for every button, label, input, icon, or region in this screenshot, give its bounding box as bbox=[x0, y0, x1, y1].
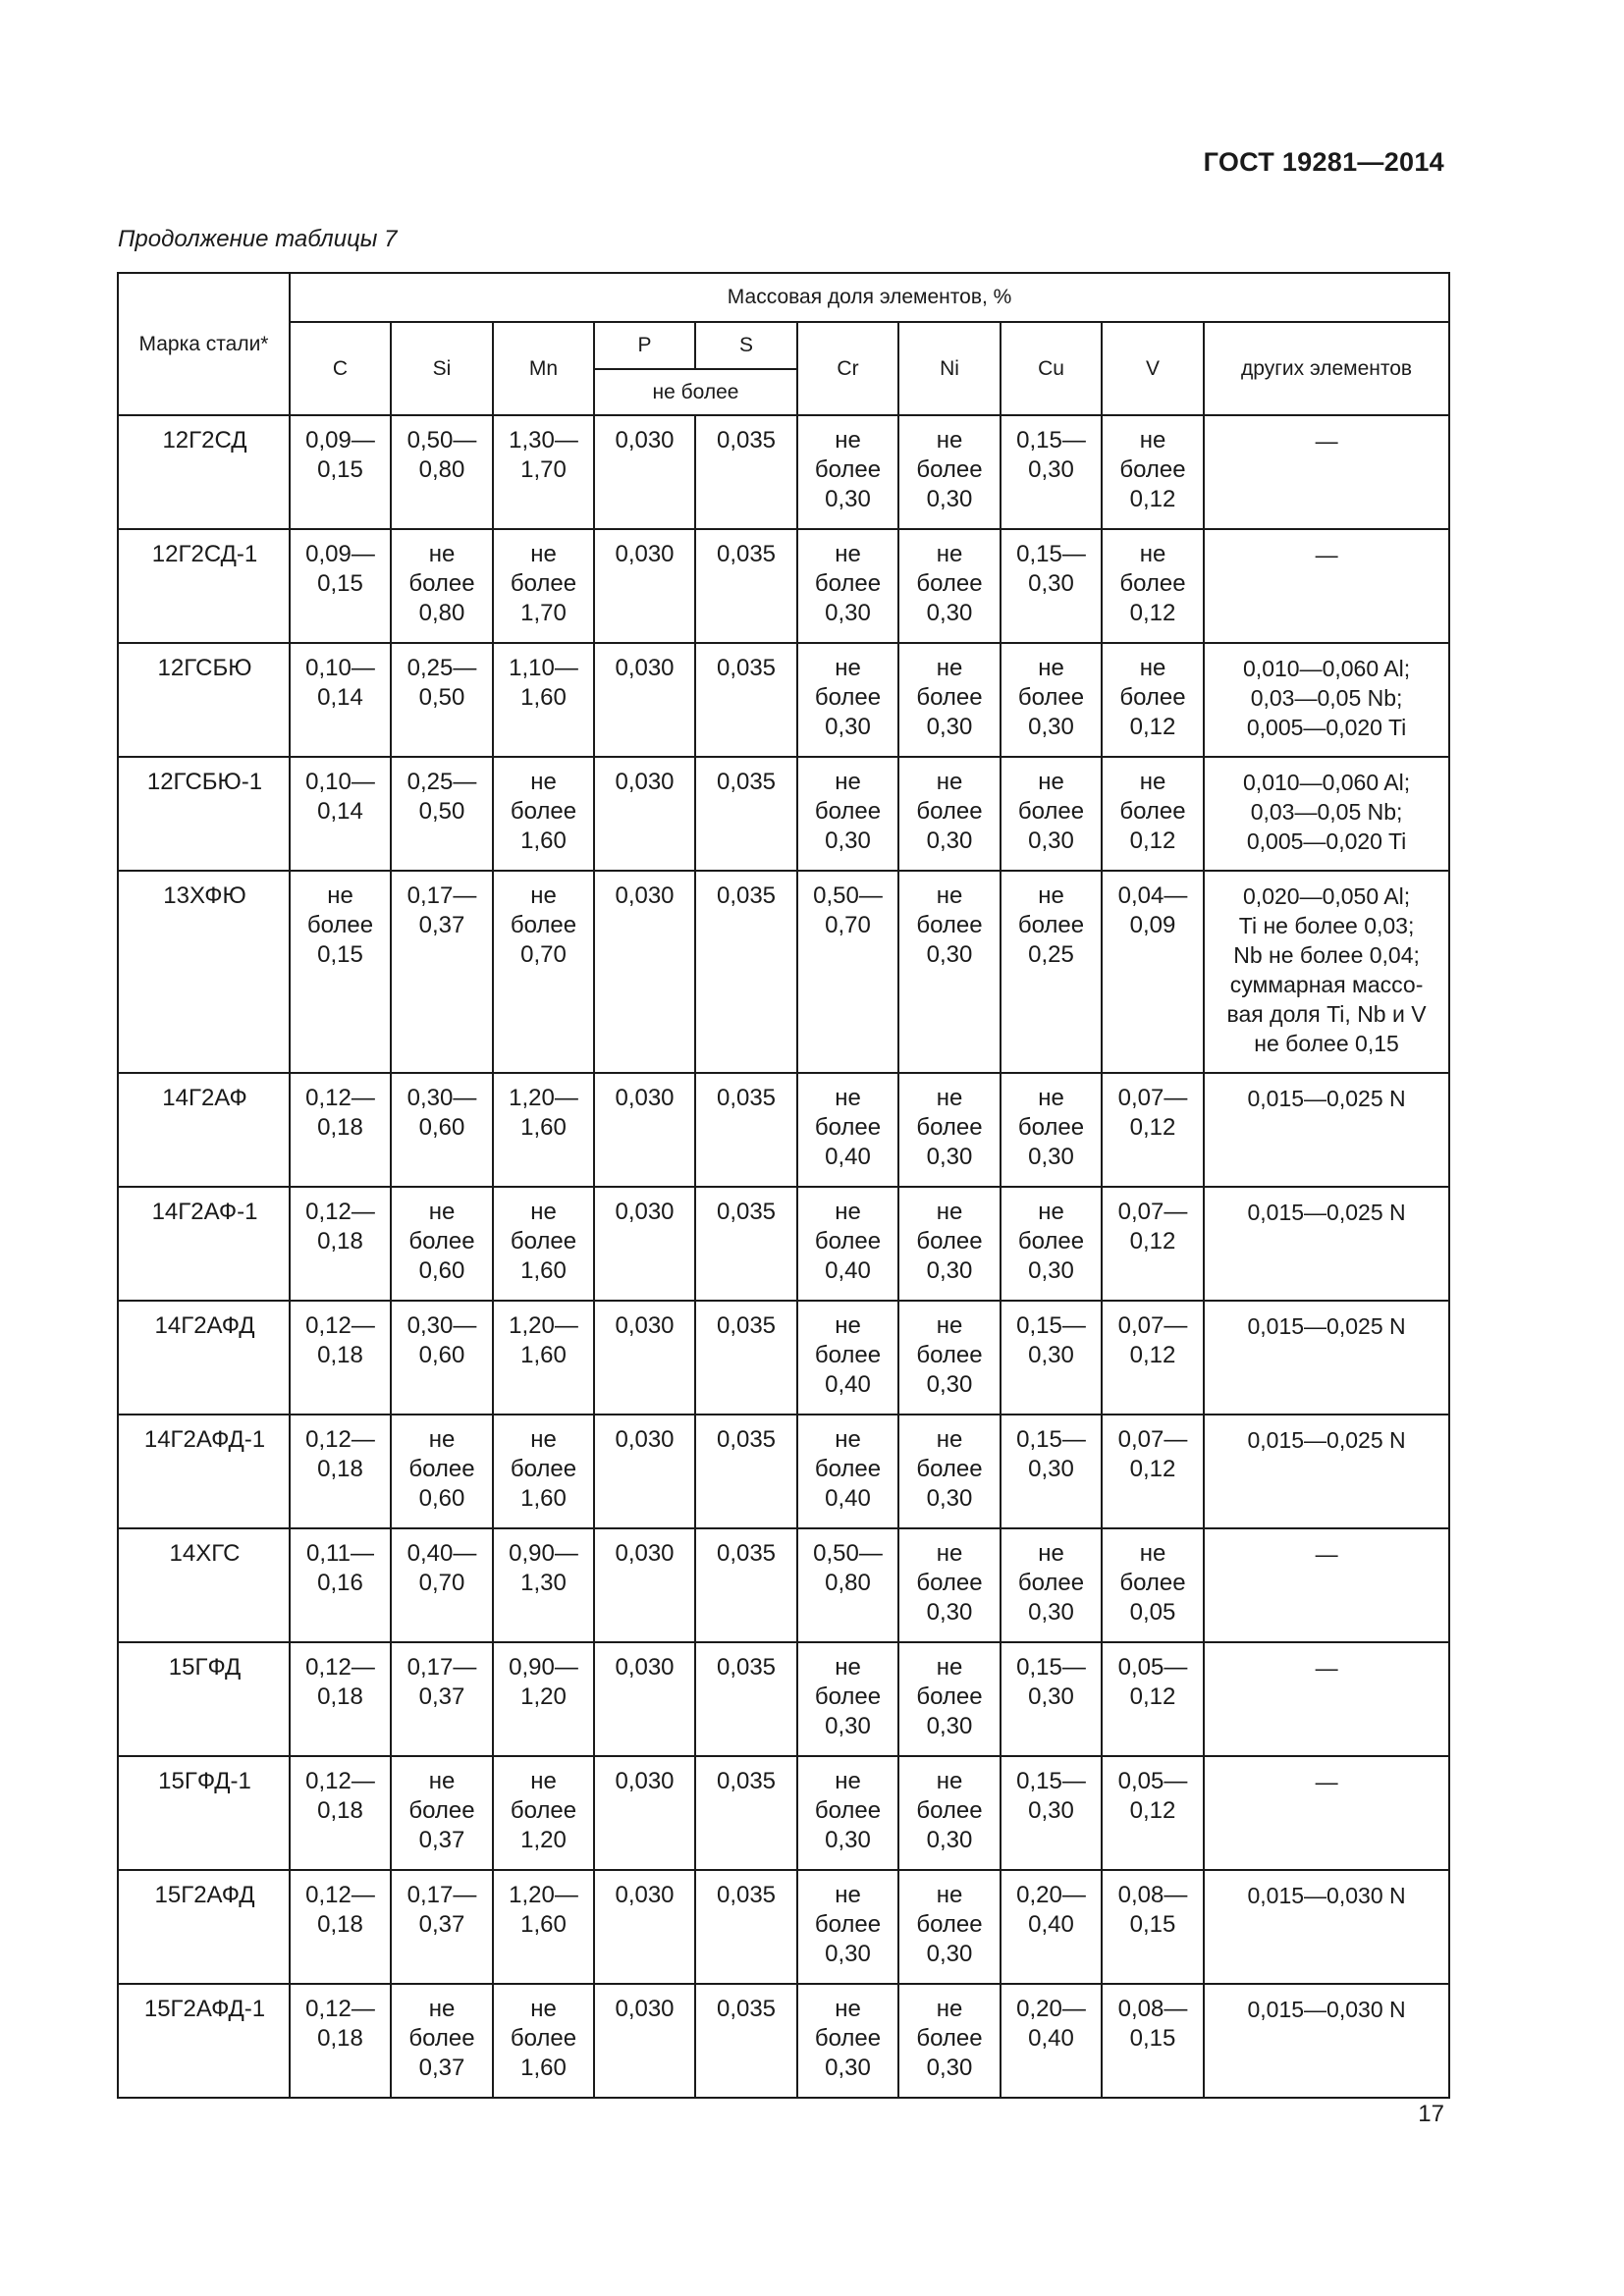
cell-ni: не более 0,30 bbox=[898, 1415, 1001, 1528]
cell-p: 0,030 bbox=[594, 1870, 695, 1984]
table-body bbox=[118, 415, 1449, 2098]
cell-c: 0,10— 0,14 bbox=[290, 643, 391, 757]
cell-ni: не более 0,30 bbox=[898, 1642, 1001, 1756]
header-cu: Cu bbox=[1001, 322, 1102, 415]
cell-c: 0,12— 0,18 bbox=[290, 1642, 391, 1756]
cell-grade: 14Г2АФ-1 bbox=[118, 1187, 290, 1301]
cell-s: 0,035 bbox=[695, 529, 797, 643]
cell-v: 0,08— 0,15 bbox=[1102, 1984, 1204, 2098]
cell-grade: 14Г2АФД bbox=[118, 1301, 290, 1415]
cell-other: 0,015—0,025 N bbox=[1204, 1301, 1449, 1415]
cell-ni: не более 0,30 bbox=[898, 1301, 1001, 1415]
cell-mn: 0,90— 1,30 bbox=[493, 1528, 594, 1642]
cell-grade: 13ХФЮ bbox=[118, 871, 290, 1073]
cell-p: 0,030 bbox=[594, 1187, 695, 1301]
table-row bbox=[118, 1984, 1449, 2098]
cell-other: 0,015—0,025 N bbox=[1204, 1073, 1449, 1187]
table-caption: Продолжение таблицы 7 bbox=[118, 226, 398, 252]
cell-cr: не более 0,30 bbox=[797, 1642, 898, 1756]
table-row bbox=[118, 1642, 1449, 1756]
table-row bbox=[118, 1301, 1449, 1415]
table-row bbox=[118, 757, 1449, 871]
cell-s: 0,035 bbox=[695, 415, 797, 529]
header-ni: Ni bbox=[898, 322, 1001, 415]
table-row bbox=[118, 1528, 1449, 1642]
cell-v: 0,05— 0,12 bbox=[1102, 1756, 1204, 1870]
cell-mn: не более 0,70 bbox=[493, 871, 594, 1073]
cell-cu: 0,15— 0,30 bbox=[1001, 1756, 1102, 1870]
cell-si: не более 0,60 bbox=[391, 1415, 493, 1528]
cell-other: 0,010—0,060 Al; 0,03—0,05 Nb; 0,005—0,020 Ti bbox=[1204, 757, 1449, 871]
cell-grade: 15Г2АФД bbox=[118, 1870, 290, 1984]
cell-c: не более 0,15 bbox=[290, 871, 391, 1073]
cell-cr: не более 0,30 bbox=[797, 643, 898, 757]
cell-v: не более 0,12 bbox=[1102, 529, 1204, 643]
cell-si: 0,30— 0,60 bbox=[391, 1301, 493, 1415]
chemical-composition-table bbox=[117, 272, 1450, 2099]
cell-s: 0,035 bbox=[695, 1415, 797, 1528]
cell-p: 0,030 bbox=[594, 1415, 695, 1528]
cell-cu: 0,20— 0,40 bbox=[1001, 1870, 1102, 1984]
cell-mn: 1,30— 1,70 bbox=[493, 415, 594, 529]
cell-other: — bbox=[1204, 529, 1449, 643]
cell-cr: не более 0,40 bbox=[797, 1301, 898, 1415]
cell-p: 0,030 bbox=[594, 1756, 695, 1870]
cell-ni: не более 0,30 bbox=[898, 757, 1001, 871]
cell-p: 0,030 bbox=[594, 1073, 695, 1187]
cell-ni: не более 0,30 bbox=[898, 1756, 1001, 1870]
cell-p: 0,030 bbox=[594, 1642, 695, 1756]
cell-mn: не более 1,60 bbox=[493, 1984, 594, 2098]
cell-cr: 0,50— 0,80 bbox=[797, 1528, 898, 1642]
cell-s: 0,035 bbox=[695, 1984, 797, 2098]
cell-v: 0,07— 0,12 bbox=[1102, 1073, 1204, 1187]
cell-cr: не более 0,40 bbox=[797, 1187, 898, 1301]
cell-si: 0,50— 0,80 bbox=[391, 415, 493, 529]
cell-ni: не более 0,30 bbox=[898, 529, 1001, 643]
cell-p: 0,030 bbox=[594, 1301, 695, 1415]
cell-si: не более 0,37 bbox=[391, 1756, 493, 1870]
cell-cu: не более 0,30 bbox=[1001, 1528, 1102, 1642]
cell-ni: не более 0,30 bbox=[898, 1073, 1001, 1187]
cell-p: 0,030 bbox=[594, 415, 695, 529]
cell-v: 0,04— 0,09 bbox=[1102, 871, 1204, 1073]
cell-other: — bbox=[1204, 1528, 1449, 1642]
cell-other: — bbox=[1204, 1756, 1449, 1870]
header-c: C bbox=[290, 322, 391, 415]
table-row bbox=[118, 1870, 1449, 1984]
header-cr: Cr bbox=[797, 322, 898, 415]
cell-s: 0,035 bbox=[695, 757, 797, 871]
cell-si: 0,17— 0,37 bbox=[391, 1642, 493, 1756]
cell-grade: 12ГСБЮ bbox=[118, 643, 290, 757]
table-header bbox=[118, 273, 1449, 415]
cell-si: 0,40— 0,70 bbox=[391, 1528, 493, 1642]
header-s: S bbox=[695, 322, 797, 369]
cell-s: 0,035 bbox=[695, 643, 797, 757]
cell-cu: не более 0,25 bbox=[1001, 871, 1102, 1073]
cell-cr: 0,50— 0,70 bbox=[797, 871, 898, 1073]
cell-grade: 15Г2АФД-1 bbox=[118, 1984, 290, 2098]
cell-mn: не более 1,60 bbox=[493, 757, 594, 871]
cell-v: не более 0,12 bbox=[1102, 643, 1204, 757]
cell-other: 0,015—0,030 N bbox=[1204, 1870, 1449, 1984]
table-row bbox=[118, 1073, 1449, 1187]
cell-cu: 0,15— 0,30 bbox=[1001, 415, 1102, 529]
cell-cr: не более 0,30 bbox=[797, 1870, 898, 1984]
cell-grade: 12Г2СД bbox=[118, 415, 290, 529]
cell-cu: не более 0,30 bbox=[1001, 757, 1102, 871]
cell-other: 0,015—0,025 N bbox=[1204, 1415, 1449, 1528]
cell-ni: не более 0,30 bbox=[898, 1187, 1001, 1301]
cell-ni: не более 0,30 bbox=[898, 415, 1001, 529]
cell-c: 0,12— 0,18 bbox=[290, 1415, 391, 1528]
cell-v: не более 0,12 bbox=[1102, 757, 1204, 871]
cell-c: 0,12— 0,18 bbox=[290, 1984, 391, 2098]
cell-grade: 15ГФД-1 bbox=[118, 1756, 290, 1870]
cell-s: 0,035 bbox=[695, 1301, 797, 1415]
cell-other: 0,015—0,025 N bbox=[1204, 1187, 1449, 1301]
cell-c: 0,10— 0,14 bbox=[290, 757, 391, 871]
cell-cu: 0,15— 0,30 bbox=[1001, 1301, 1102, 1415]
cell-si: 0,17— 0,37 bbox=[391, 871, 493, 1073]
cell-s: 0,035 bbox=[695, 1870, 797, 1984]
cell-cu: 0,15— 0,30 bbox=[1001, 529, 1102, 643]
cell-cr: не более 0,40 bbox=[797, 1415, 898, 1528]
header-v: V bbox=[1102, 322, 1204, 415]
cell-si: не более 0,37 bbox=[391, 1984, 493, 2098]
cell-v: 0,07— 0,12 bbox=[1102, 1415, 1204, 1528]
cell-mn: 0,90— 1,20 bbox=[493, 1642, 594, 1756]
cell-v: не более 0,12 bbox=[1102, 415, 1204, 529]
header-steel-grade: Марка стали* bbox=[118, 273, 290, 415]
cell-grade: 12ГСБЮ-1 bbox=[118, 757, 290, 871]
header-other-elements: других элементов bbox=[1204, 322, 1449, 415]
cell-s: 0,035 bbox=[695, 871, 797, 1073]
cell-s: 0,035 bbox=[695, 1642, 797, 1756]
cell-c: 0,09— 0,15 bbox=[290, 529, 391, 643]
cell-cr: не более 0,30 bbox=[797, 415, 898, 529]
header-si: Si bbox=[391, 322, 493, 415]
cell-si: 0,25— 0,50 bbox=[391, 757, 493, 871]
cell-s: 0,035 bbox=[695, 1073, 797, 1187]
cell-mn: 1,20— 1,60 bbox=[493, 1301, 594, 1415]
cell-c: 0,12— 0,18 bbox=[290, 1756, 391, 1870]
cell-ni: не более 0,30 bbox=[898, 1984, 1001, 2098]
table-row bbox=[118, 643, 1449, 757]
cell-si: не более 0,80 bbox=[391, 529, 493, 643]
cell-mn: 1,10— 1,60 bbox=[493, 643, 594, 757]
cell-ni: не более 0,30 bbox=[898, 1528, 1001, 1642]
header-mass-fraction: Массовая доля элементов, % bbox=[290, 273, 1449, 322]
cell-other: 0,010—0,060 Al; 0,03—0,05 Nb; 0,005—0,020 Ti bbox=[1204, 643, 1449, 757]
cell-cu: 0,20— 0,40 bbox=[1001, 1984, 1102, 2098]
cell-cu: 0,15— 0,30 bbox=[1001, 1415, 1102, 1528]
cell-c: 0,11— 0,16 bbox=[290, 1528, 391, 1642]
cell-p: 0,030 bbox=[594, 757, 695, 871]
table-row bbox=[118, 529, 1449, 643]
cell-v: 0,05— 0,12 bbox=[1102, 1642, 1204, 1756]
cell-p: 0,030 bbox=[594, 1528, 695, 1642]
cell-grade: 14Г2АФ bbox=[118, 1073, 290, 1187]
cell-p: 0,030 bbox=[594, 1984, 695, 2098]
header-mn: Mn bbox=[493, 322, 594, 415]
cell-other: 0,015—0,030 N bbox=[1204, 1984, 1449, 2098]
cell-grade: 14Г2АФД-1 bbox=[118, 1415, 290, 1528]
cell-cu: не более 0,30 bbox=[1001, 1187, 1102, 1301]
standard-code: ГОСТ 19281—2014 bbox=[1203, 147, 1444, 177]
cell-mn: 1,20— 1,60 bbox=[493, 1870, 594, 1984]
cell-p: 0,030 bbox=[594, 871, 695, 1073]
cell-c: 0,12— 0,18 bbox=[290, 1073, 391, 1187]
cell-other: — bbox=[1204, 1642, 1449, 1756]
cell-grade: 12Г2СД-1 bbox=[118, 529, 290, 643]
cell-mn: не более 1,60 bbox=[493, 1187, 594, 1301]
page-number: 17 bbox=[1418, 2101, 1444, 2127]
cell-c: 0,09— 0,15 bbox=[290, 415, 391, 529]
cell-si: 0,25— 0,50 bbox=[391, 643, 493, 757]
cell-s: 0,035 bbox=[695, 1187, 797, 1301]
cell-mn: не более 1,70 bbox=[493, 529, 594, 643]
cell-c: 0,12— 0,18 bbox=[290, 1301, 391, 1415]
cell-cr: не более 0,30 bbox=[797, 1984, 898, 2098]
cell-p: 0,030 bbox=[594, 643, 695, 757]
cell-si: 0,17— 0,37 bbox=[391, 1870, 493, 1984]
cell-mn: не более 1,60 bbox=[493, 1415, 594, 1528]
cell-ni: не более 0,30 bbox=[898, 643, 1001, 757]
cell-v: 0,07— 0,12 bbox=[1102, 1187, 1204, 1301]
table-row bbox=[118, 1415, 1449, 1528]
cell-grade: 15ГФД bbox=[118, 1642, 290, 1756]
cell-cu: не более 0,30 bbox=[1001, 1073, 1102, 1187]
cell-v: не более 0,05 bbox=[1102, 1528, 1204, 1642]
cell-si: не более 0,60 bbox=[391, 1187, 493, 1301]
cell-v: 0,08— 0,15 bbox=[1102, 1870, 1204, 1984]
cell-ni: не более 0,30 bbox=[898, 1870, 1001, 1984]
cell-cr: не более 0,30 bbox=[797, 529, 898, 643]
table-row bbox=[118, 871, 1449, 1073]
cell-cu: не более 0,30 bbox=[1001, 643, 1102, 757]
header-p: P bbox=[594, 322, 695, 369]
cell-cr: не более 0,30 bbox=[797, 757, 898, 871]
cell-cr: не более 0,30 bbox=[797, 1756, 898, 1870]
cell-cr: не более 0,40 bbox=[797, 1073, 898, 1187]
cell-p: 0,030 bbox=[594, 529, 695, 643]
table-row bbox=[118, 415, 1449, 529]
cell-si: 0,30— 0,60 bbox=[391, 1073, 493, 1187]
table-row bbox=[118, 1187, 1449, 1301]
cell-grade: 14ХГС bbox=[118, 1528, 290, 1642]
cell-other: 0,020—0,050 Al; Ti не более 0,03; Nb не более 0,04; суммарная массо- вая доля Ti, Nb и V не более 0,15 bbox=[1204, 871, 1449, 1073]
cell-s: 0,035 bbox=[695, 1756, 797, 1870]
cell-mn: 1,20— 1,60 bbox=[493, 1073, 594, 1187]
cell-c: 0,12— 0,18 bbox=[290, 1187, 391, 1301]
table-row bbox=[118, 1756, 1449, 1870]
cell-other: — bbox=[1204, 415, 1449, 529]
cell-v: 0,07— 0,12 bbox=[1102, 1301, 1204, 1415]
header-ps-max: не более bbox=[594, 369, 797, 415]
cell-mn: не более 1,20 bbox=[493, 1756, 594, 1870]
cell-s: 0,035 bbox=[695, 1528, 797, 1642]
cell-cu: 0,15— 0,30 bbox=[1001, 1642, 1102, 1756]
cell-c: 0,12— 0,18 bbox=[290, 1870, 391, 1984]
cell-ni: не более 0,30 bbox=[898, 871, 1001, 1073]
